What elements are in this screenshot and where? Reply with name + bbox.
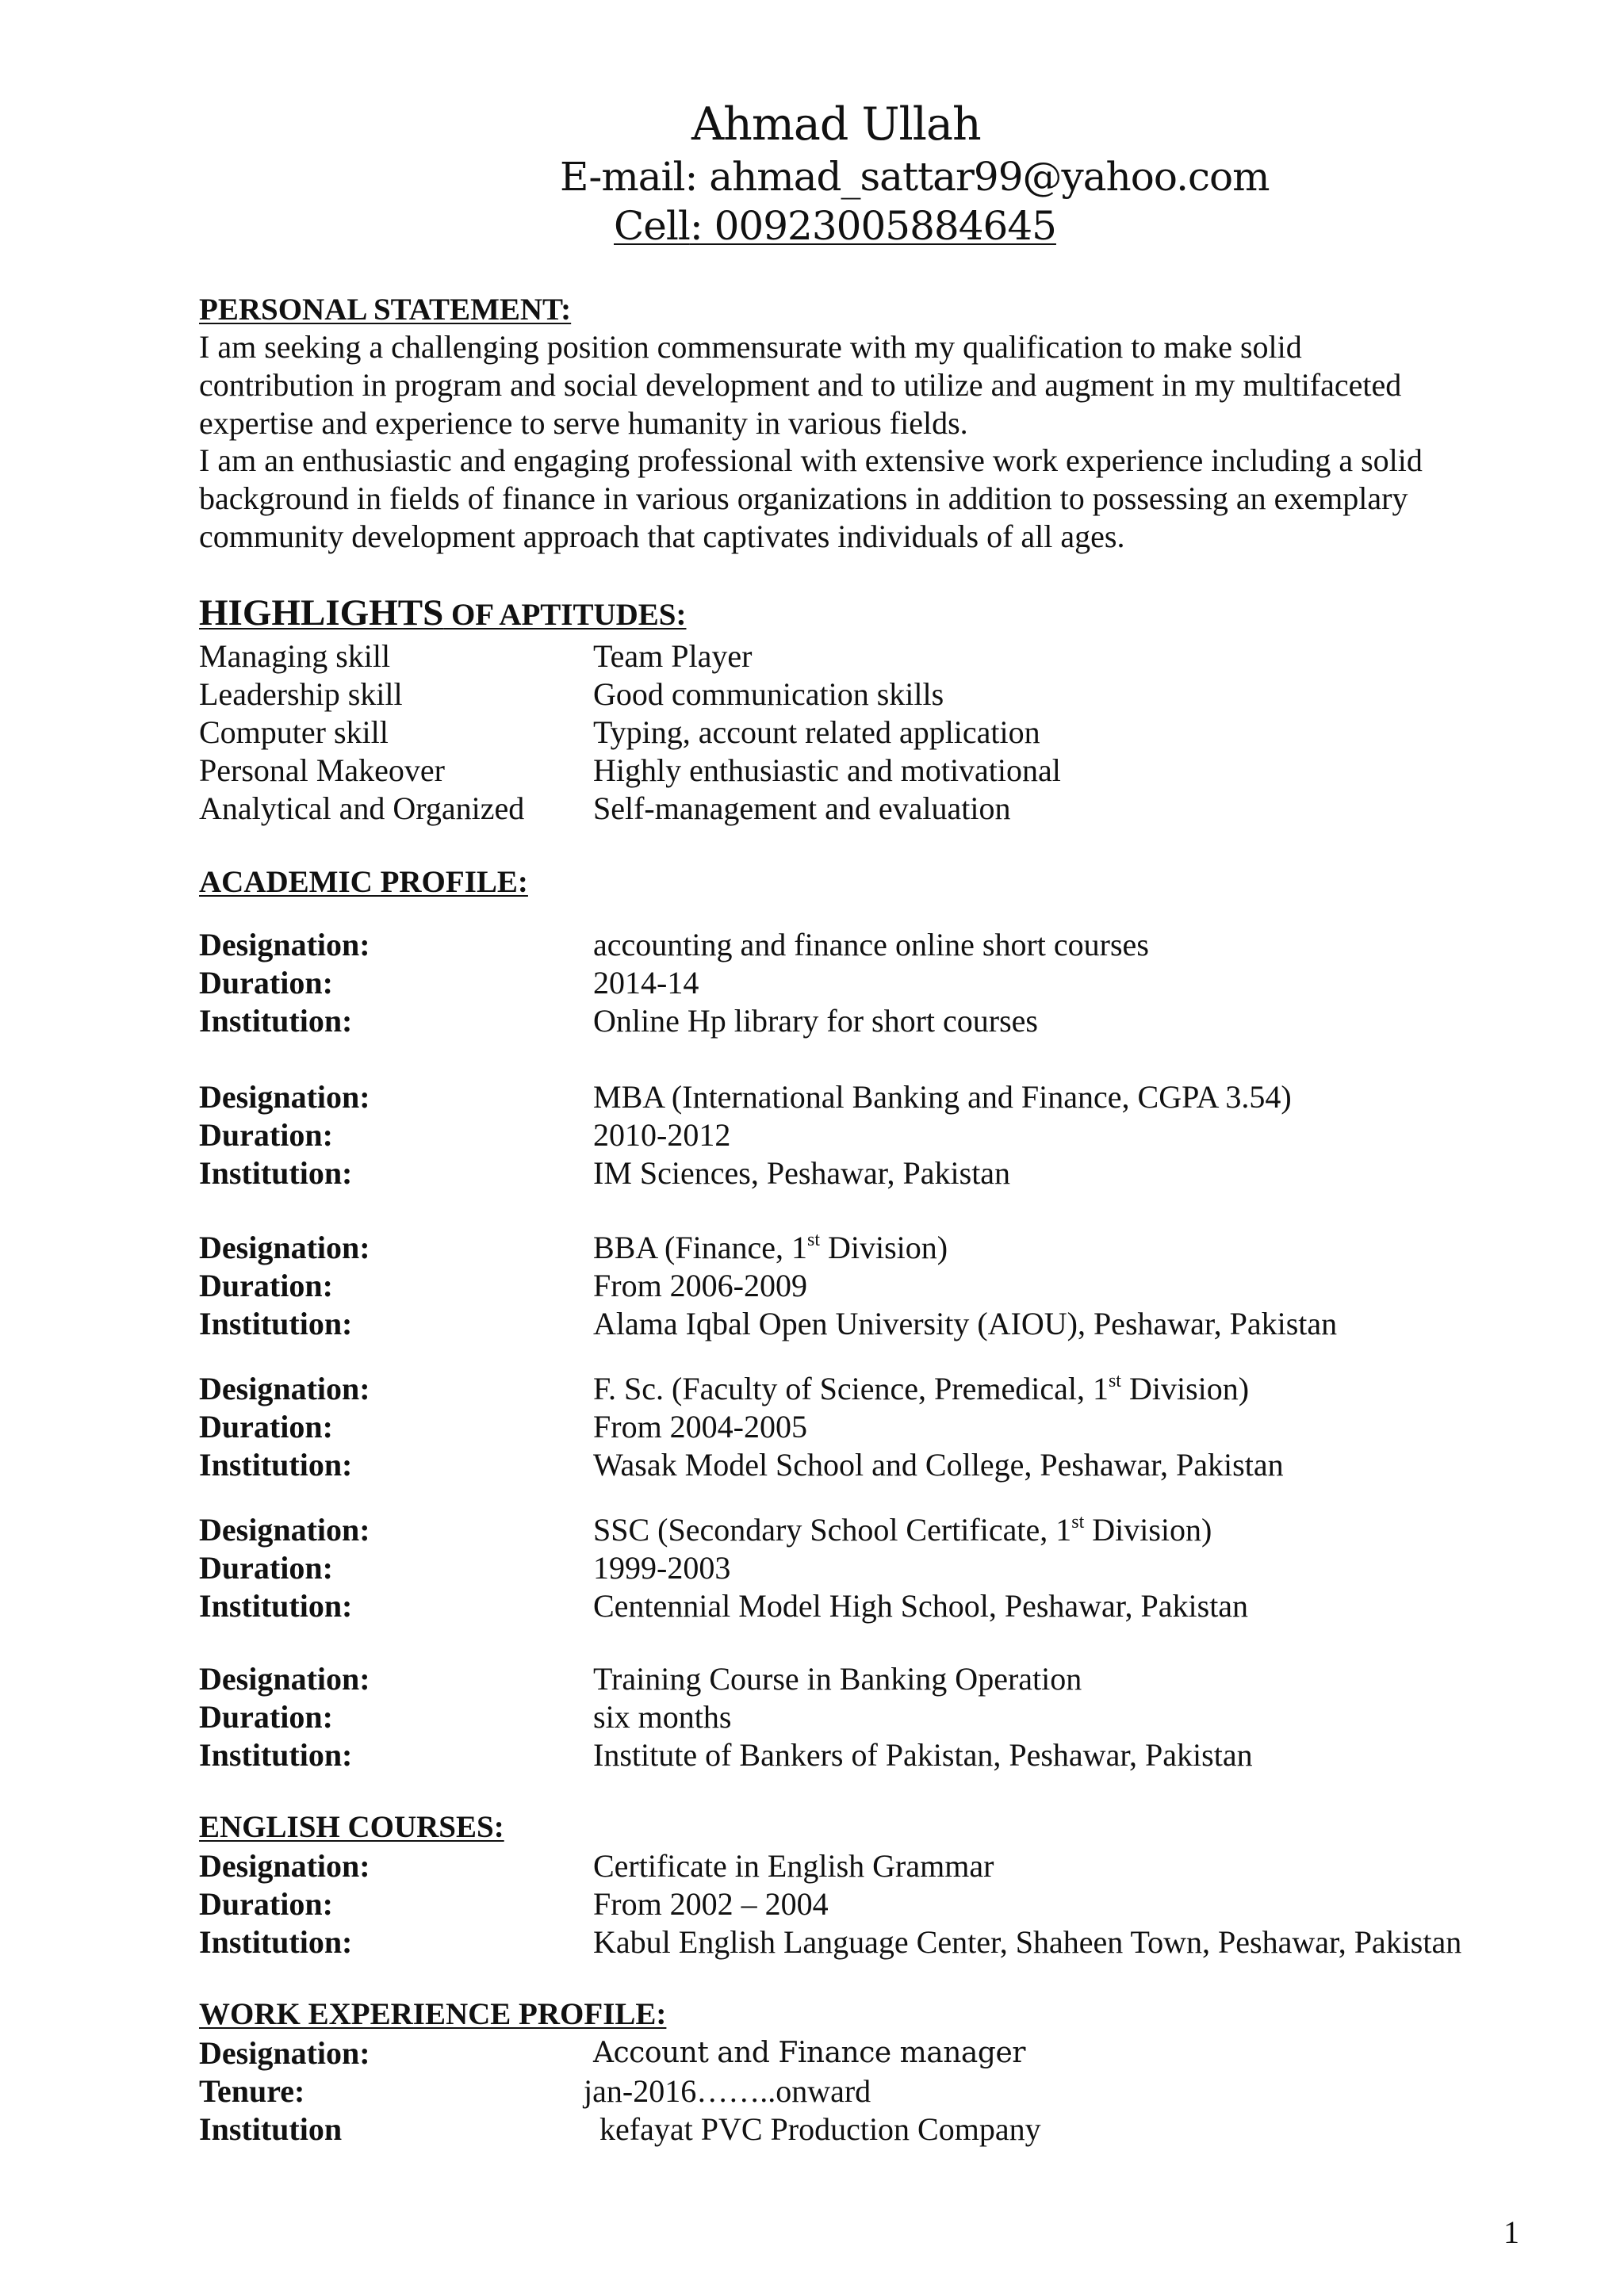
cell-line <box>614 203 1056 249</box>
ordinal-suffix: st <box>1071 1511 1085 1533</box>
academic-duration-row <box>199 1698 1531 1736</box>
designation-value <box>593 1370 1249 1408</box>
email-address[interactable]: : ahmad_sattar99@yahoo.com <box>684 154 1270 200</box>
duration-label: Duration: <box>199 1699 333 1735</box>
duration-label: Duration: <box>199 965 333 1001</box>
designation-label: Designation: <box>199 1848 370 1884</box>
academic-designation-row <box>199 926 1531 964</box>
highlight-trait: Highly enthusiastic and motivational <box>593 752 1061 788</box>
cell-label: Cell <box>614 203 690 249</box>
page-number: 1 <box>1503 2214 1519 2250</box>
email-line <box>560 154 1270 200</box>
highlights-heading-main: HIGHLIGHTS <box>199 592 444 633</box>
academic-duration-row <box>199 1267 1531 1305</box>
name-heading: Ahmad Ullah <box>691 98 981 151</box>
duration-label: Duration: <box>199 1550 333 1586</box>
duration-value: From 2004-2005 <box>593 1409 807 1445</box>
cell-number: : 00923005884645 <box>689 203 1056 249</box>
institution-value: Alama Iqbal Open University (AIOU), Peshawar, Pakistan <box>593 1306 1338 1341</box>
highlight-row <box>199 675 1531 714</box>
english-duration-row <box>199 1885 1531 1923</box>
designation-label: Designation: <box>199 1512 370 1548</box>
highlight-skill: Computer skill <box>199 714 389 750</box>
ordinal-suffix: st <box>1108 1370 1121 1391</box>
designation-text: BBA (Finance, 1 <box>593 1230 807 1265</box>
statement-line: background in fields of finance in various organizations in addition to possessing an exemplary <box>199 480 1408 517</box>
highlight-skill: Leadership skill <box>199 676 403 712</box>
academic-duration-row <box>199 1116 1531 1154</box>
academic-profile-heading: ACADEMIC PROFILE: <box>199 865 528 899</box>
highlight-row <box>199 752 1531 790</box>
highlight-row <box>199 790 1531 828</box>
academic-institution-row <box>199 1587 1531 1625</box>
designation-value: accounting and finance online short courses <box>593 927 1149 962</box>
designation-label: Designation: <box>199 1079 370 1115</box>
duration-value: 1999-2003 <box>593 1550 731 1586</box>
english-institution-row <box>199 1923 1531 1961</box>
tenure-label: Tenure: <box>199 2073 305 2109</box>
designation-value: Account and Finance manager <box>593 2037 1025 2069</box>
designation-text: F. Sc. (Faculty of Science, Premedical, 1 <box>593 1371 1109 1406</box>
institution-value: Wasak Model School and College, Peshawar, Pakistan <box>593 1447 1284 1483</box>
institution-label: Institution: <box>199 1003 353 1039</box>
statement-line: expertise and experience to serve humanity in various fields. <box>199 404 968 441</box>
duration-value: six months <box>593 1699 732 1735</box>
academic-institution-row <box>199 1736 1531 1774</box>
highlight-trait: Team Player <box>593 638 753 674</box>
highlight-skill: Managing skill <box>199 638 391 674</box>
designation-label: Designation: <box>199 1230 370 1265</box>
statement-line: contribution in program and social development and to utilize and augment in my multifaceted <box>199 366 1402 403</box>
institution-label: Institution <box>199 2111 343 2147</box>
highlight-row <box>199 637 1531 675</box>
duration-label: Duration: <box>199 1117 333 1153</box>
duration-value: 2010-2012 <box>593 1117 731 1153</box>
academic-institution-row <box>199 1305 1531 1343</box>
institution-value: Institute of Bankers of Pakistan, Peshawar, Pakistan <box>593 1737 1253 1773</box>
institution-value: Kabul English Language Center, Shaheen Town, Peshawar, Pakistan <box>593 1924 1462 1960</box>
designation-value <box>593 1229 948 1267</box>
duration-label: Duration: <box>199 1409 333 1445</box>
english-designation-row <box>199 1847 1531 1885</box>
institution-label: Institution: <box>199 1306 353 1341</box>
institution-label: Institution: <box>199 1588 353 1624</box>
institution-label: Institution: <box>199 1737 353 1773</box>
designation-label: Designation: <box>199 1371 370 1406</box>
academic-duration-row <box>199 964 1531 1002</box>
statement-line: I am an enthusiastic and engaging professional with extensive work experience including a solid <box>199 442 1423 479</box>
ordinal-suffix: st <box>806 1229 820 1250</box>
personal-statement-text <box>199 328 1500 556</box>
academic-designation-row <box>199 1370 1531 1408</box>
academic-duration-row <box>199 1408 1531 1446</box>
highlight-trait: Self-management and evaluation <box>593 790 1011 826</box>
highlights-heading-rest: OF APTITUDES: <box>443 598 687 632</box>
academic-designation-row <box>199 1229 1531 1267</box>
institution-value: Online Hp library for short courses <box>593 1003 1038 1039</box>
work-designation-row <box>199 2034 1531 2072</box>
statement-line: I am seeking a challenging position commensurate with my qualification to make solid <box>199 329 1302 365</box>
work-tenure-row <box>199 2072 1531 2110</box>
academic-institution-row <box>199 1154 1531 1192</box>
designation-text-end: Division) <box>820 1230 948 1265</box>
highlight-row <box>199 714 1531 752</box>
institution-value: IM Sciences, Peshawar, Pakistan <box>593 1155 1011 1191</box>
duration-value: From 2002 – 2004 <box>593 1886 829 1922</box>
tenure-value: jan-2016……..onward <box>584 2073 871 2109</box>
designation-label: Designation: <box>199 1661 370 1697</box>
highlight-skill: Personal Makeover <box>199 752 445 788</box>
designation-value: Certificate in English Grammar <box>593 1848 994 1884</box>
duration-value: From 2006-2009 <box>593 1268 807 1303</box>
duration-label: Duration: <box>199 1886 333 1922</box>
designation-text: SSC (Secondary School Certificate, 1 <box>593 1512 1072 1548</box>
academic-institution-row <box>199 1446 1531 1484</box>
designation-text-end: Division) <box>1120 1371 1250 1406</box>
work-experience-heading: WORK EXPERIENCE PROFILE: <box>199 1997 667 2031</box>
academic-designation-row <box>199 1078 1531 1116</box>
designation-value: Training Course in Banking Operation <box>593 1661 1082 1697</box>
email-label: E-mail <box>560 154 685 200</box>
personal-statement-heading: PERSONAL STATEMENT: <box>199 293 572 327</box>
designation-value <box>593 1511 1212 1549</box>
english-courses-heading: ENGLISH COURSES: <box>199 1810 504 1844</box>
academic-duration-row <box>199 1549 1531 1587</box>
designation-label: Designation: <box>199 2035 370 2071</box>
academic-designation-row <box>199 1511 1531 1549</box>
institution-value: Centennial Model High School, Peshawar, Pakistan <box>593 1588 1249 1624</box>
designation-value: MBA (International Banking and Finance, CGPA 3.54) <box>593 1079 1292 1115</box>
highlights-heading <box>199 591 687 634</box>
institution-value: kefayat PVC Production Company <box>584 2111 1041 2147</box>
institution-label: Institution: <box>199 1924 353 1960</box>
highlight-trait: Typing, account related application <box>593 714 1040 750</box>
work-institution-row <box>199 2110 1531 2149</box>
institution-label: Institution: <box>199 1447 353 1483</box>
institution-label: Institution: <box>199 1155 353 1191</box>
duration-label: Duration: <box>199 1268 333 1303</box>
duration-value: 2014-14 <box>593 965 699 1001</box>
academic-designation-row <box>199 1660 1531 1698</box>
academic-institution-row <box>199 1002 1531 1040</box>
highlight-skill: Analytical and Organized <box>199 790 525 826</box>
designation-text-end: Division) <box>1084 1512 1212 1548</box>
highlight-trait: Good communication skills <box>593 676 944 712</box>
statement-line: community development approach that captivates individuals of all ages. <box>199 518 1125 554</box>
designation-label: Designation: <box>199 927 370 962</box>
